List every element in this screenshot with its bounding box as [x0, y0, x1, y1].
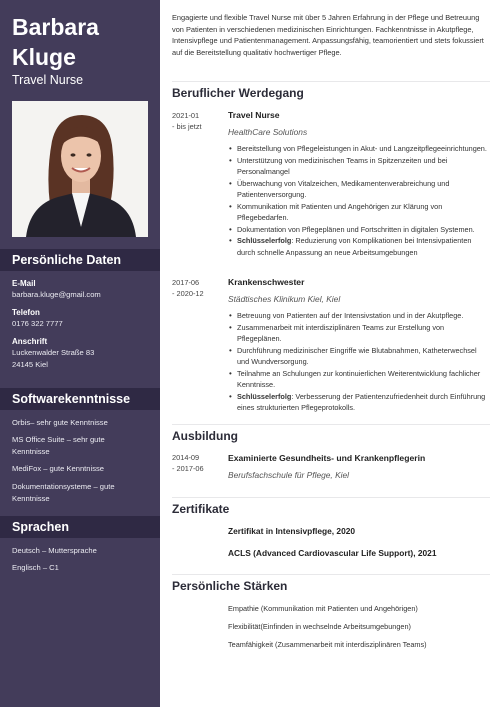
languages-heading: Sprachen [0, 516, 160, 538]
email-label: E-Mail [12, 279, 36, 288]
list-item: • Bereitstellung von Pflegeleistungen in Akut- und Langzeitpflegeeinrichtungen. [228, 143, 490, 155]
job-bullet-list [228, 310, 490, 414]
list-item: • Dokumentation von Pflegeplänen und Fortschritten in digitalen Systemen. [228, 224, 490, 236]
date-from: 2021-01 [172, 111, 200, 120]
address-line1: Luckenwalder Straße 83 [12, 348, 95, 357]
software-item: Orbis– sehr gute Kenntnisse [12, 418, 108, 427]
strength-item: Flexibilität(Einfinden in wechselnde Arbeitsumgebungen) [228, 622, 411, 631]
list-item: • Betreuung von Patienten auf der Intensivstation und in der Akutpflege. [228, 310, 490, 322]
key-achievement-text: : Verbesserung der Patientenzufriedenheit durch Einführung eines strukturierten Pflegeprotokolls. [237, 391, 486, 412]
job-date [172, 277, 222, 299]
phone-label: Telefon [12, 308, 40, 317]
list-item: • Zusammenarbeit mit interdisziplinären Teams zur Erstellung von Pflegeplänen. [228, 322, 490, 345]
software-heading: Softwarekenntnisse [0, 388, 160, 410]
date-from: 2017-06 [172, 278, 200, 287]
job-date [172, 110, 222, 132]
job-bullet-list [228, 143, 490, 258]
strength-item: Teamfähigkeit (Zusammenarbeit mit interdisziplinären Teams) [228, 640, 427, 649]
education-degree: Examinierte Gesundheits- und Krankenpflegerin [228, 453, 426, 463]
job-role: Travel Nurse [228, 110, 280, 120]
address-label: Anschrift [12, 337, 48, 346]
key-achievement-text: : Reduzierung von Komplikationen bei Intensivpatienten durch schnelle Anpassung an neue Arbeitsumgebungen [237, 236, 472, 257]
date-from: 2014-09 [172, 453, 200, 462]
software-item: MediFox – gute Kenntnisse [12, 464, 105, 473]
key-achievement-label: Schlüsselerfolg [237, 391, 292, 401]
software-item: Dokumentationsysteme – gute Kenntnisse [12, 482, 115, 503]
education-date [172, 452, 222, 474]
email-value: barbara.kluge@gmail.com [12, 290, 101, 299]
education-heading: Ausbildung [172, 424, 490, 443]
certificate-item: ACLS (Advanced Cardiovascular Life Support), 2021 [228, 548, 437, 558]
first-name: Barbara [12, 14, 99, 40]
personal-data-heading: Persönliche Daten [0, 249, 160, 271]
address-line2: 24145 Kiel [12, 360, 48, 369]
education-school: Berufsfachschule für Pflege, Kiel [228, 470, 350, 480]
list-item: • Kommunikation mit Patienten und Angehörigen zur Klärung von Pflegebedarfen. [228, 201, 490, 224]
sidebar [0, 0, 160, 707]
job-role: Krankenschwester [228, 277, 305, 287]
job-employer: HealthCare Solutions [228, 127, 308, 137]
date-to: - 2017-06 [172, 464, 204, 473]
profile-photo [12, 101, 148, 237]
language-item: Deutsch – Muttersprache [12, 546, 97, 555]
name-heading [12, 12, 99, 72]
software-item: MS Office Suite – sehr gute Kenntnisse [12, 435, 105, 456]
certificates-heading: Zertifikate [172, 497, 490, 516]
last-name: Kluge [12, 44, 76, 70]
phone-value: 0176 322 7777 [12, 319, 63, 328]
key-achievement-label: Schlüsselerfolg [237, 236, 292, 245]
strength-item: Empathie (Kommunikation mit Patienten und Angehörigen) [228, 604, 418, 613]
strengths-heading: Persönliche Stärken [172, 574, 490, 593]
list-item: • Unterstützung von medizinischen Teams in Spitzenzeiten und bei Personalmangel [228, 155, 490, 178]
job-title: Travel Nurse [12, 73, 84, 87]
list-item-key-achievement [228, 391, 490, 414]
main-content [160, 0, 500, 707]
list-item: • Überwachung von Vitalzeichen, Medikamentenverabreichung und Patientenversorgung. [228, 178, 490, 201]
certificate-item: Zertifikat in Intensivpflege, 2020 [228, 526, 356, 536]
date-to: - 2020-12 [172, 289, 204, 298]
list-item-key-achievement [228, 235, 490, 258]
language-item: Englisch – C1 [12, 563, 59, 572]
profile-summary: Engagierte und flexible Travel Nurse mit über 5 Jahren Erfahrung in der Pflege und Betreuung von Patienten in verschiedenen medizinischen Einrichtungen. Fachkenntnisse in Akutpflege, Intensivpflege und Patientenmanagement. Anpassungsfähig, teamorientiert und stets fokussiert auf die Bereitstellung qualitativ hochwertiger Pflege. [172, 13, 484, 57]
list-item: • Teilnahme an Schulungen zur kontinuierlichen Weiterentwicklung fachlicher Kenntnisse. [228, 368, 490, 391]
experience-heading: Beruflicher Werdegang [172, 81, 490, 100]
date-to: - bis jetzt [172, 122, 202, 131]
job-employer: Städtisches Klinikum Kiel, Kiel [228, 294, 341, 304]
list-item: • Durchführung medizinischer Eingriffe wie Blutabnahmen, Katheterwechsel und Wundversorgung. [228, 345, 490, 368]
